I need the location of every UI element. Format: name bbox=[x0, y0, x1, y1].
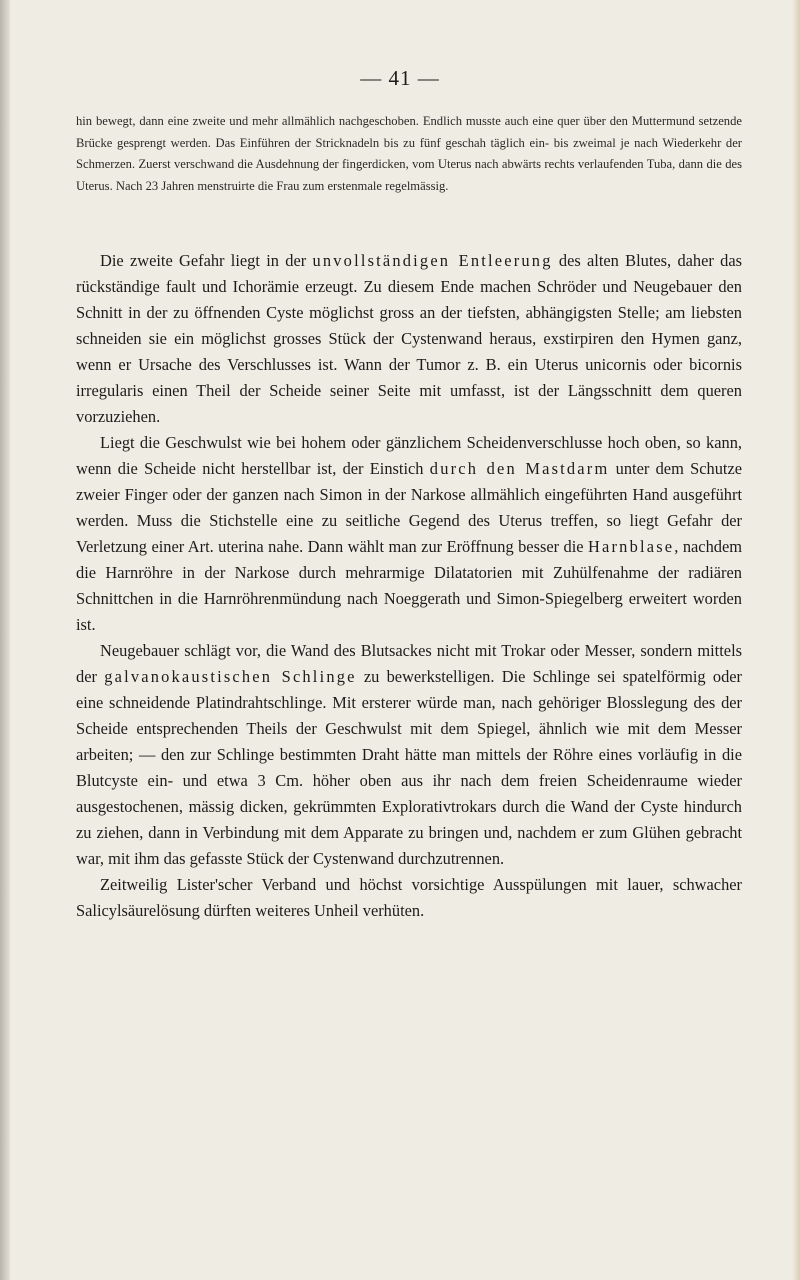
p3-text-a: Neugebauer schlägt vor, die Wand des Blutsackes nicht mit Trokar oder Messer, sondern mittels der bbox=[76, 641, 742, 686]
page-binding-edge bbox=[0, 0, 10, 1280]
p2-text-c: unter dem Schutze zweier Finger oder der ganzen nach Simon in der Narkose allmählich eingeführten Hand ausgeführt werden. Muss die Stichstelle eine zu seitliche Gegend des Uterus treffen, so liegt Gefahr der Verletzung einer Art. uterina nahe. Dann wählt man zur Eröffnung besser die bbox=[76, 459, 742, 556]
paragraph-1 bbox=[76, 248, 742, 430]
page-number: — 41 — bbox=[360, 66, 440, 90]
paragraph-2 bbox=[76, 430, 742, 638]
p2-emphasis-1: durch den Mastdarm bbox=[429, 459, 610, 478]
paragraph-4: Zeitweilig Lister'scher Verband und höchst vorsichtige Ausspülungen mit lauer, schwacher Salicylsäurelösung dürften weiteres Unheil verhüten. bbox=[76, 875, 742, 920]
p2-emphasis-2: Harnblase bbox=[588, 537, 675, 556]
paragraph-3 bbox=[76, 638, 742, 872]
small-print-paragraph: hin bewegt, dann eine zweite und mehr allmählich nachgeschoben. Endlich musste auch eine quer über den Muttermund setzende Brücke gesprengt werden. Das Einführen der Stricknadeln bis zu fünf geschah täglich ein- bis zweimal je nach Wiederkehr der Schmerzen. Zuerst verschwand die Ausdehnung der fingerdicken, vom Uterus nach abwärts rechts verlaufenden Tuba, dann die des Uterus. Nach 23 Jahren menstruirte die Frau zum erstenmale regelmässig. bbox=[76, 114, 742, 193]
p3-emphasis: galvanokaustischen Schlinge bbox=[104, 667, 357, 686]
p1-emphasis: unvollständigen Entleerung bbox=[312, 251, 553, 270]
p1-text-c: des alten Blutes, daher das rückständige fault und Ichorämie erzeugt. Zu diesem Ende machen Schröder und Neugebauer den Schnitt in der zu öffnenden Cyste möglichst gross an der tiefsten, abhängigsten Stelle; am liebsten schneiden sie ein möglichst grosses Stück der Cystenwand heraus, exstirpiren den Hymen ganz, wenn er Ursache des Verschlusses ist. Wann der Tumor z. B. ein Uterus unicornis oder bicornis irregularis einen Theil der Scheide seiner Seite mit umfasst, ist der Längsschnitt dem queren vorzuziehen. bbox=[76, 251, 742, 426]
main-text bbox=[76, 248, 742, 924]
p3-text-c: zu bewerkstelligen. Die Schlinge sei spatelförmig oder eine schneidende Platindrahtschlinge. Mit ersterer würde man, nach gehöriger Blosslegung des der Scheide entsprechenden Theils der Geschwulst mit dem Spiegel, ähnlich wie mit dem Messer arbeiten; — den zur Schlinge bestimmten Draht hätte man mittels der Röhre eines vorläufig in die Blutcyste ein- und etwa 3 Cm. höher oben aus ihr nach dem freien Scheidenraume wieder ausgestochenen, mässig dicken, gekrümmten Explorativtrokars durch die Wand der Cyste hindurch zu ziehen, dann in Verbindung mit dem Apparate zu bringen und, nachdem er zum Glühen gebracht war, mit ihm das gefasste Stück der Cystenwand durchzutrennen. bbox=[76, 667, 742, 868]
page-outer-edge bbox=[792, 0, 800, 1280]
p1-text-a: Die zweite Gefahr liegt in der bbox=[100, 251, 313, 270]
p2-text-a: Liegt die Geschwulst wie bei hohem oder gänzlichem Scheidenverschlusse hoch oben, so kann, wenn die Scheide nicht herstellbar ist, der Einstich bbox=[76, 433, 742, 478]
p2-text-e: , nachdem die Harnröhre in der Narkose durch mehrarmige Dilatatorien mit Zuhülfenahme der radiären Schnittchen in die Harnröhrenmündung nach Noeggerath und Simon-Spiegelberg erweitert worden ist. bbox=[76, 537, 742, 634]
